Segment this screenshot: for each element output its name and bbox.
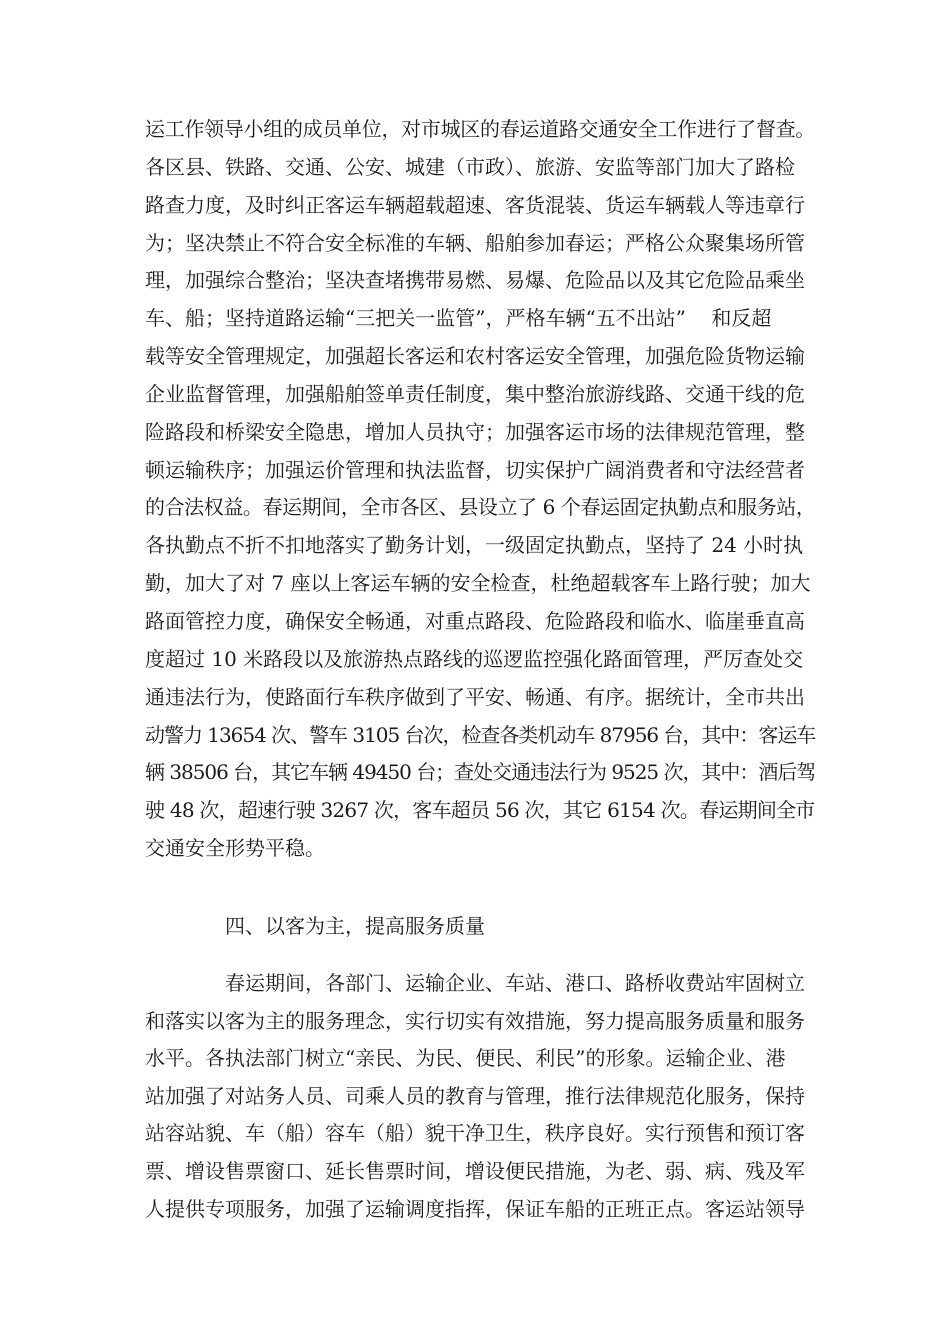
text-line: 企业监督管理，加强船舶签单责任制度，集中整治旅游线路、交通干线的危: [145, 381, 805, 406]
text-line: 水平。各执法部门树立“亲民、为民、便民、利民”的形象。运输企业、港: [145, 1046, 786, 1071]
section-heading: 四、以客为主，提高服务质量: [225, 914, 485, 938]
text-line: 票、增设售票窗口、延长售票时间，增设便民措施，为老、弱、病、残及军: [145, 1158, 805, 1183]
text-line: 各执勤点不折不扣地落实了勤务计划，一级固定执勤点，坚持了 24 小时执: [145, 533, 804, 558]
paragraph-service-quality: [145, 965, 815, 1228]
text-line: 和落实以客为主的服务理念，实行切实有效措施，努力提高服务质量和服务: [145, 1008, 805, 1033]
text-line: 理，加强综合整治；坚决查堵携带易燃、易爆、危险品以及其它危险品乘坐: [145, 268, 805, 293]
text-line: 站加强了对站务人员、司乘人员的教育与管理，推行法律规范化服务，保持: [145, 1083, 805, 1108]
text-line: 各区县、铁路、交通、公安、城建（市政）、旅游、安监等部门加大了路检: [145, 154, 795, 179]
text-line: 车、船；坚持道路运输“三把关一监管”，严格车辆“五不出站” 和反超: [145, 306, 772, 331]
paragraph-traffic-safety: [145, 111, 815, 868]
text-line: 驶 48 次，超速行驶 3267 次，客车超员 56 次，其它 6154 次。春运期间全市: [145, 798, 815, 823]
section-heading-block: [145, 907, 815, 945]
text-line: 为；坚决禁止不符合安全标准的车辆、船舶参加春运；严格公众聚集场所管: [145, 230, 805, 255]
text-line: 辆 38506 台，其它车辆 49450 台；查处交通违法行为 9525 次，其中：酒后驾: [145, 760, 816, 785]
text-line: 通违法行为，使路面行车秩序做到了平安、畅通、有序。据统计，全市共出: [145, 684, 805, 709]
text-line: 站容站貌、车（船）容车（船）貌干净卫生，秩序良好。实行预售和预订客: [145, 1121, 805, 1146]
text-line: 交通安全形势平稳。: [145, 836, 325, 861]
text-line: 顿运输秩序；加强运价管理和执法监督，切实保护广阔消费者和守法经营者: [145, 457, 805, 482]
text-line: 春运期间，各部门、运输企业、车站、港口、路桥收费站牢固树立: [225, 971, 805, 995]
text-line: 勤，加大了对 7 座以上客运车辆的安全检查，杜绝超载客车上路行驶；加大: [145, 571, 811, 596]
text-line: 载等安全管理规定，加强超长客运和农村客运安全管理，加强危险货物运输: [145, 344, 805, 369]
text-line: 度超过 10 米路段以及旅游热点路线的巡逻监控强化路面管理，严厉查处交: [145, 646, 804, 671]
text-line: 路查力度，及时纠正客运车辆超载超速、客货混装、货运车辆载人等违章行: [145, 192, 805, 217]
text-line: 运工作领导小组的成员单位，对市城区的春运道路交通安全工作进行了督查。: [145, 117, 815, 141]
text-line: 的合法权益。春运期间，全市各区、县设立了 6 个春运固定执勤点和服务站，: [145, 495, 816, 520]
text-line: 动警力 13654 次、警车 3105 台次，检查各类机动车 87956 台，其中：客运车: [145, 722, 816, 747]
text-line: 人提供专项服务，加强了运输调度指挥，保证车船的正班正点。客运站领导: [145, 1196, 805, 1221]
text-line: 路面管控力度，确保安全畅通，对重点路段、危险路段和临水、临崖垂直高: [145, 608, 805, 633]
text-line: 险路段和桥梁安全隐患，增加人员执守；加强客运市场的法律规范管理，整: [145, 419, 805, 444]
